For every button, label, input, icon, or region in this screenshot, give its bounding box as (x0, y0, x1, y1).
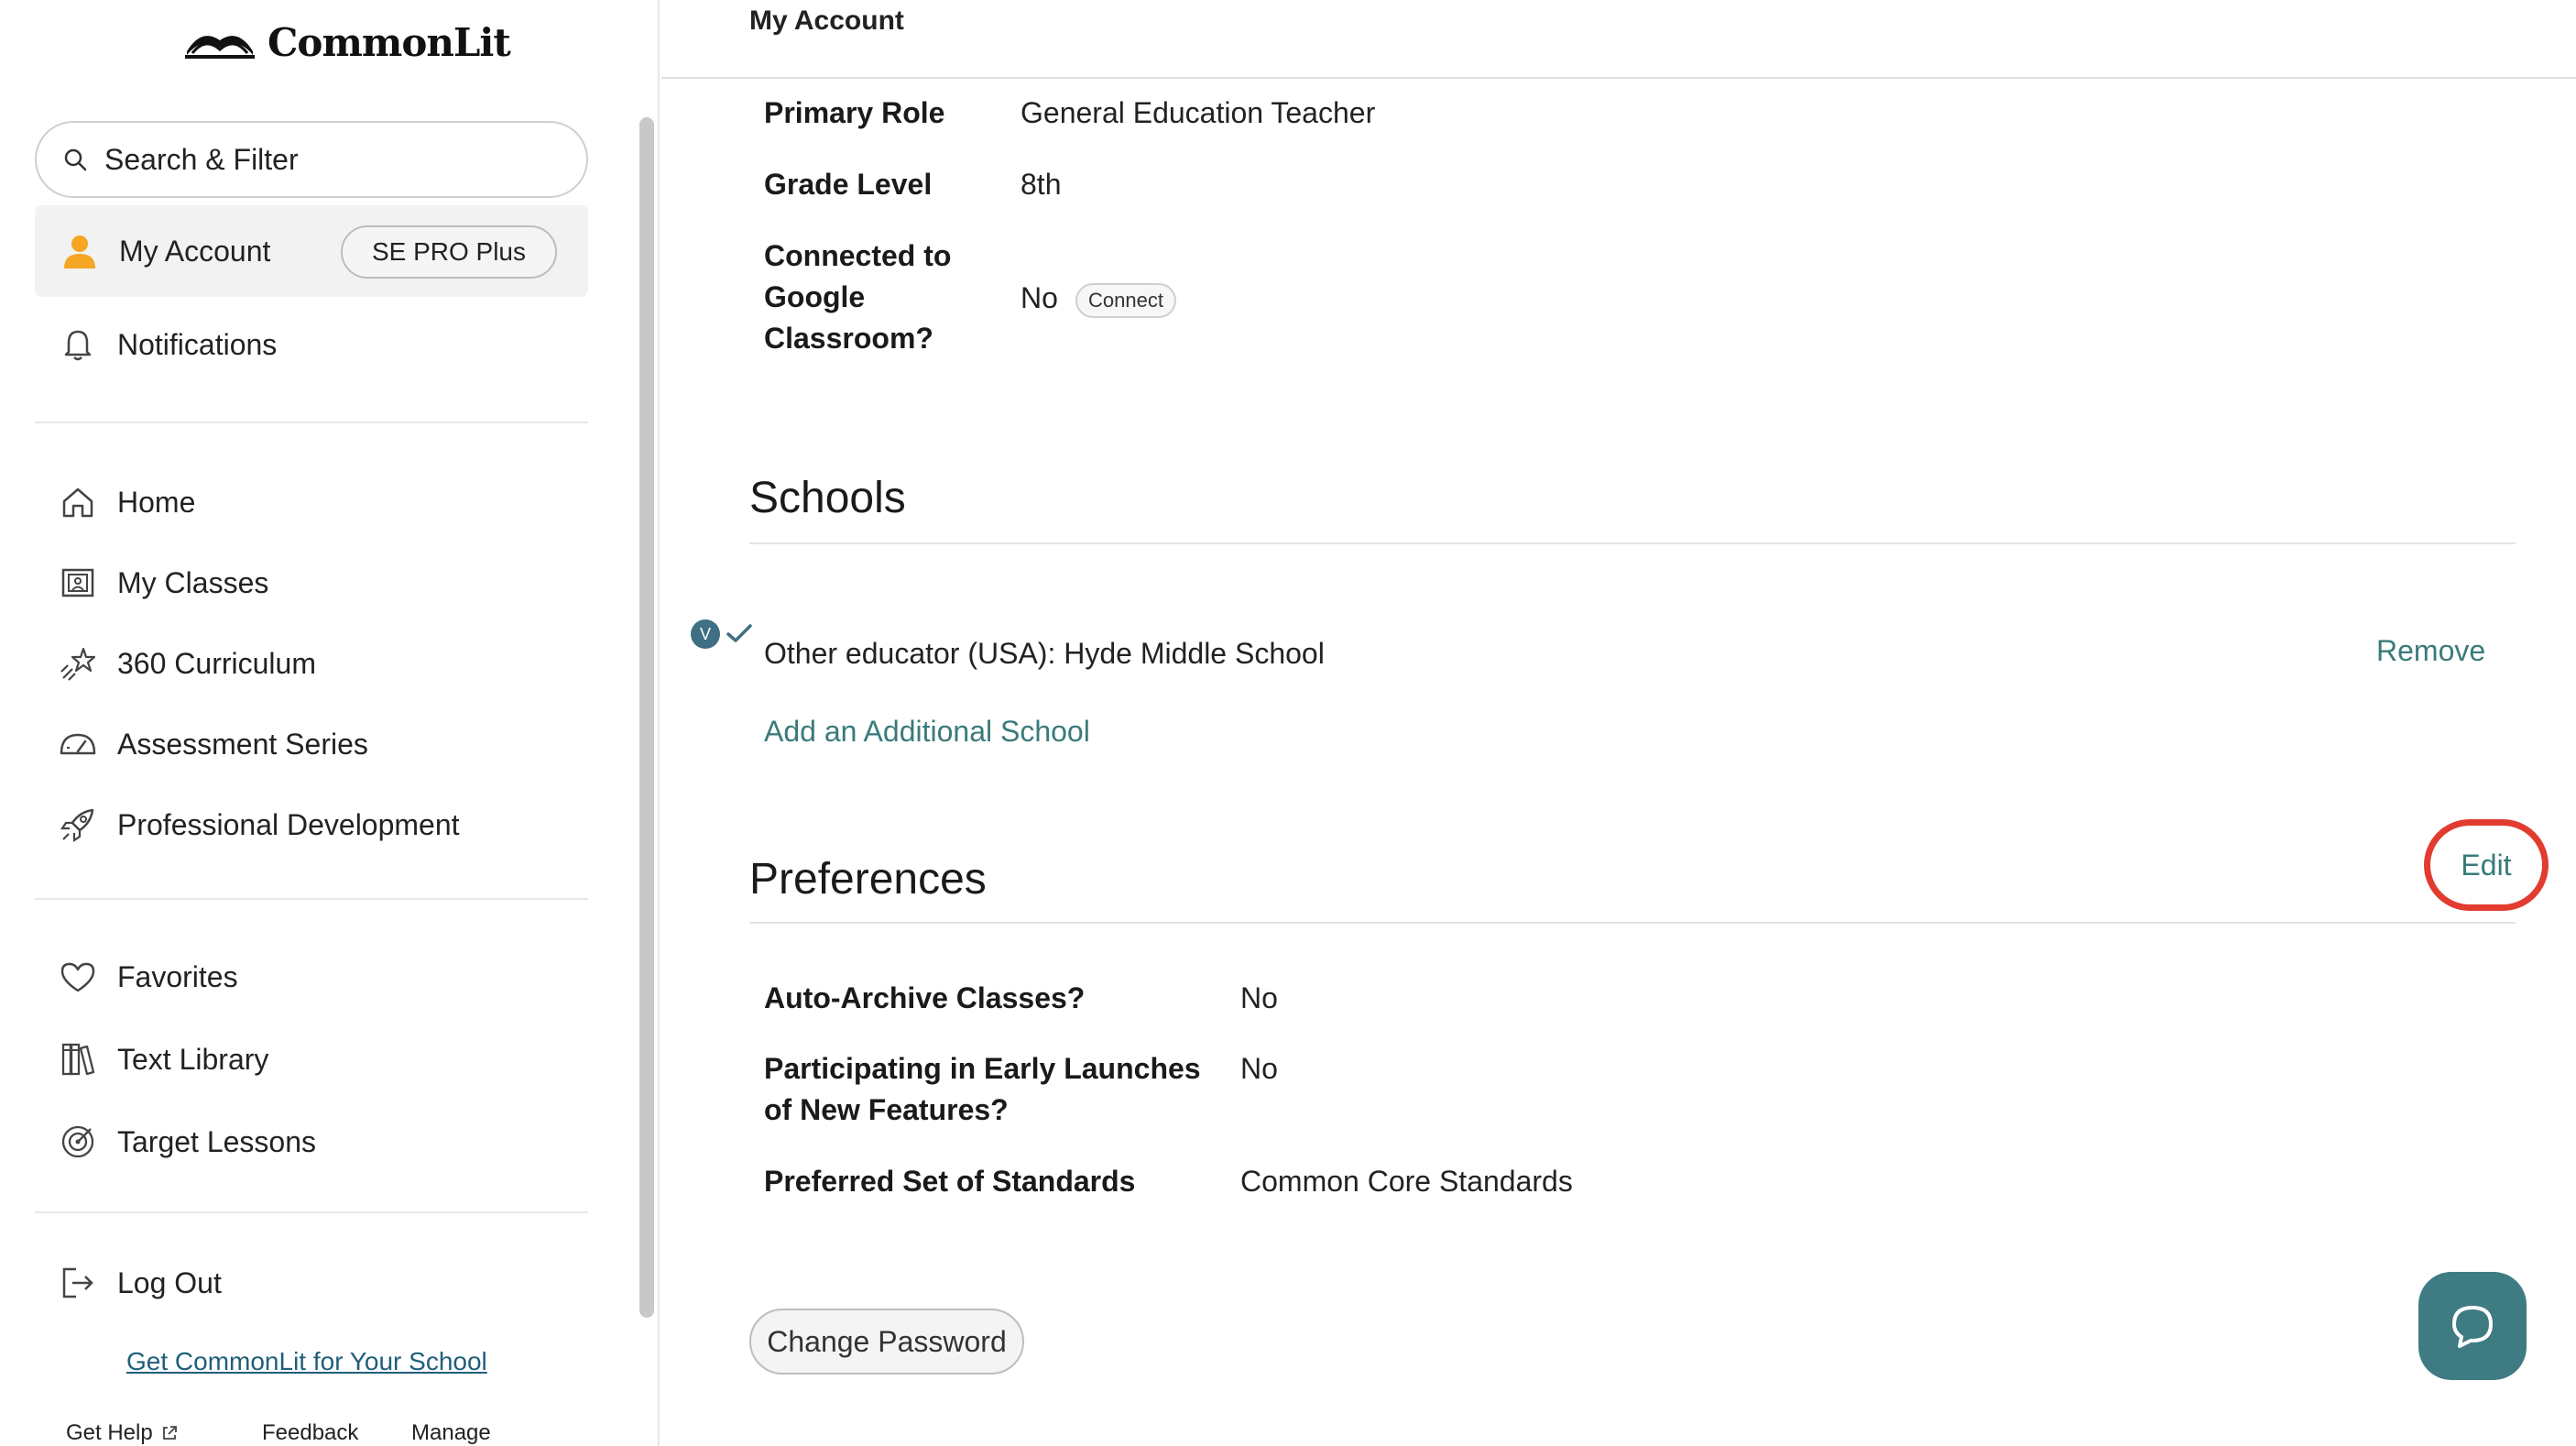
schools-heading: Schools (749, 474, 906, 522)
early-launches-label-line1: Participating in Early Launches (764, 1052, 1201, 1085)
google-classroom-label-line2: Google (764, 280, 866, 313)
school-name: Other educator (USA): Hyde Middle School (764, 637, 1325, 670)
sidebar-item-favorites[interactable] (59, 949, 238, 1004)
help-chat-button[interactable] (2418, 1272, 2527, 1380)
sidebar-item-notifications[interactable] (59, 317, 277, 372)
primary-role-label: Primary Role (764, 96, 945, 129)
log-out-icon (59, 1264, 97, 1302)
auto-archive-value: No (1240, 981, 1278, 1014)
connect-google-button[interactable]: Connect (1075, 283, 1176, 318)
preferences-heading: Preferences (749, 855, 987, 904)
external-link-icon (160, 1424, 179, 1442)
sidebar-item-home[interactable] (59, 475, 195, 530)
sidebar-item-label: My Classes (117, 565, 269, 599)
google-classroom-label-line3: Classroom? (764, 322, 933, 355)
main-content (661, 0, 2576, 1446)
grade-level-label: Grade Level (764, 168, 933, 201)
classes-icon (59, 564, 97, 602)
remove-school-link[interactable]: Remove (2376, 634, 2486, 667)
primary-role-value: General Education Teacher (1021, 96, 1376, 129)
sidebar-item-target-lessons[interactable] (59, 1114, 316, 1169)
sidebar-item-my-account[interactable] (35, 205, 588, 297)
feedback-link[interactable]: Feedback (262, 1420, 359, 1445)
school-verified-indicator (691, 619, 753, 649)
sidebar-item-log-out[interactable] (59, 1255, 222, 1310)
grade-level-value: 8th (1021, 168, 1062, 201)
sidebar-item-label: 360 Curriculum (117, 646, 316, 680)
books-icon (59, 1040, 97, 1079)
search-filter-input[interactable] (35, 121, 588, 198)
change-password-button[interactable]: Change Password (749, 1309, 1024, 1375)
home-icon (59, 483, 97, 521)
preferences-divider (749, 922, 2516, 924)
sidebar-item-label: Notifications (117, 327, 278, 361)
standards-label: Preferred Set of Standards (764, 1165, 1136, 1198)
early-launches-value: No (1240, 1052, 1278, 1085)
early-launches-label-line2: of New Features? (764, 1093, 1009, 1126)
add-school-link[interactable]: Add an Additional School (764, 715, 1090, 748)
google-classroom-label-line1: Connected to (764, 239, 952, 272)
target-icon (59, 1123, 97, 1161)
heart-icon (59, 958, 97, 996)
sidebar (0, 0, 660, 1446)
rocket-icon (59, 805, 97, 844)
page-title: My Account (749, 5, 904, 36)
schools-divider (749, 542, 2516, 544)
edit-preferences-link[interactable]: Edit (2461, 848, 2512, 882)
get-commonlit-link[interactable]: Get CommonLit for Your School (126, 1347, 487, 1375)
search-icon (62, 147, 88, 172)
sidebar-divider (35, 898, 588, 900)
google-classroom-value: No (1021, 281, 1058, 314)
sidebar-divider (35, 422, 588, 423)
sidebar-item-label: Assessment Series (117, 727, 368, 761)
get-help-link[interactable] (66, 1420, 179, 1446)
gauge-icon (59, 725, 97, 763)
bell-icon (59, 325, 97, 364)
star-icon (59, 644, 97, 683)
auto-archive-label: Auto-Archive Classes? (764, 981, 1086, 1014)
sidebar-divider (35, 1211, 588, 1213)
top-bar (661, 0, 2576, 79)
commonlit-logo[interactable] (183, 16, 510, 68)
sidebar-item-label: My Account (119, 234, 271, 268)
verified-badge: V (691, 619, 720, 649)
chat-bubble-icon (2447, 1300, 2498, 1352)
standards-value: Common Core Standards (1240, 1165, 1573, 1198)
search-filter-label: Search & Filter (104, 142, 299, 176)
plan-badge[interactable]: SE PRO Plus (341, 225, 557, 279)
sidebar-item-assessment-series[interactable] (59, 717, 368, 772)
user-icon (60, 232, 99, 270)
checkmark-icon (726, 623, 753, 645)
sidebar-item-professional-development[interactable] (59, 797, 460, 852)
manage-link[interactable]: Manage (411, 1420, 491, 1445)
sidebar-scrollbar-thumb[interactable] (639, 117, 654, 1318)
sidebar-item-360-curriculum[interactable] (59, 636, 316, 691)
sidebar-item-label: Favorites (117, 959, 238, 993)
sidebar-item-label: Log Out (117, 1265, 222, 1299)
logo-text: CommonLit (267, 19, 510, 65)
sidebar-item-label: Target Lessons (117, 1124, 317, 1158)
sidebar-item-label: Home (117, 485, 196, 519)
book-logo-icon (183, 24, 257, 60)
sidebar-item-label: Text Library (117, 1042, 269, 1076)
sidebar-item-text-library[interactable] (59, 1032, 268, 1087)
sidebar-item-label: Professional Development (117, 807, 460, 841)
edit-preferences-highlight[interactable] (2424, 819, 2549, 911)
get-help-label: Get Help (66, 1420, 153, 1445)
sidebar-item-my-classes[interactable] (59, 555, 268, 610)
